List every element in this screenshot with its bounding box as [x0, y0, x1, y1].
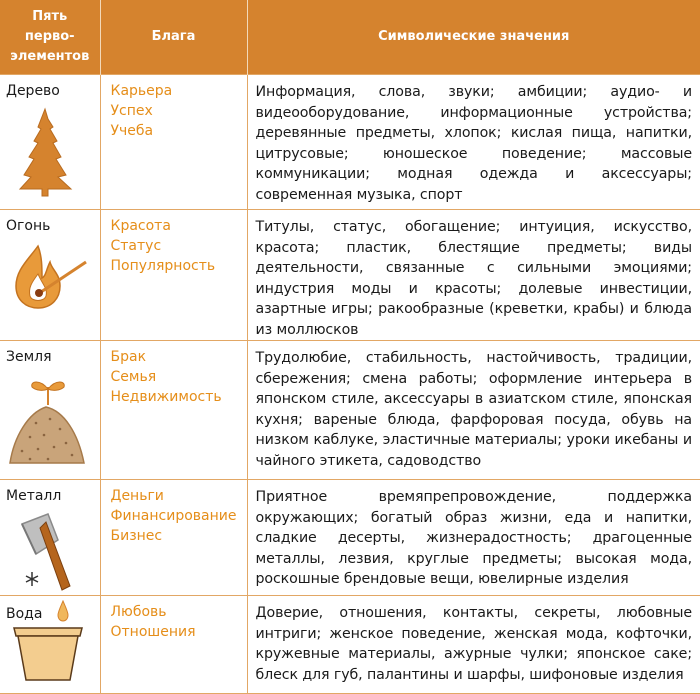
blessings-cell [100, 480, 247, 596]
flame-match-icon [8, 240, 92, 310]
blessing-item: Семья [111, 367, 247, 387]
blessing-item: Любовь [111, 602, 247, 622]
symbols-cell [247, 341, 700, 480]
symbols-cell [247, 210, 700, 341]
element-name: Земля [0, 341, 100, 367]
blessing-item: Бизнес [111, 526, 247, 546]
symbols-text: Титулы, статус, обогащение; интуиция, искусство, красота; пластик, блестящие предметы; виды деятельности, связанные с сильными эмоциями; индустрия моды и красоты; долевые инвестиции, азартные игры; ракообразные (креветки, крабы) и блюда из моллюсков [248, 210, 700, 340]
flower-pot-icon [12, 624, 84, 682]
blessings-cell [100, 341, 247, 480]
blessing-item: Брак [111, 347, 247, 367]
element-cell [0, 480, 100, 596]
blessing-item: Отношения [111, 622, 247, 642]
element-cell [0, 341, 100, 480]
earth-mound-sprout-icon [6, 371, 88, 467]
blessings-cell [100, 210, 247, 341]
table-row [0, 480, 700, 596]
symbols-text: Доверие, отношения, контакты, секреты, любовные интриги; женское поведение, женская мода, кофточки, кружевные материалы, ажурные чулки; японское саке; блеск для губ, палантины и шарфы, шифоновые изделия [248, 596, 700, 685]
table-row [0, 75, 700, 210]
header-elements [0, 0, 100, 75]
element-cell [0, 210, 100, 341]
element-cell [0, 596, 100, 694]
table-row [0, 596, 700, 694]
element-name: Вода [0, 598, 42, 624]
header-symbols: Символические значения [247, 0, 700, 75]
blessings-cell [100, 596, 247, 694]
table-row [0, 210, 700, 341]
water-drop-icon [56, 600, 70, 622]
blessing-item: Популярность [111, 256, 247, 276]
element-cell [0, 75, 100, 210]
header-blessings: Блага [100, 0, 247, 75]
symbols-cell [247, 75, 700, 210]
header-row [0, 0, 700, 75]
blessing-item: Статус [111, 236, 247, 256]
blessing-item: Недвижимость [111, 387, 247, 407]
blessings-cell [100, 75, 247, 210]
symbols-text: Трудолюбие, стабильность, настойчивость, традиции, сбережения; смена работы; оформление интерьера в японском стиле, аксессуары в азиатском стиле, японская кухня; вареные блюда, фарфоровая посуда, обувь на низком каблуке, эластичные материалы; уроки икебаны и чайного этикета, садоводство [248, 341, 700, 471]
blessing-item: Учеба [111, 121, 247, 141]
blessing-item: Финансирование [111, 506, 247, 526]
table-row [0, 341, 700, 480]
header-elements-line-2: перво- [0, 27, 100, 47]
symbols-text: Приятное времяпрепровождение, поддержка окружающих; богатый образ жизни, еда и напитки, сладкие десерты, жизнерадостность; драгоценные металлы, лезвия, круглые предметы; высокая мода, роскошные брендовые вещи, ювелирные изделия [248, 480, 700, 590]
symbols-text: Информация, слова, звуки; амбиции; аудио- и видеооборудование, информационные устройства; деревянные предметы, хлопок; кислая пища, напитки, цитрусовые; юношеское поведение; массовые коммуникации; модная одежда и аксессуары; современная музыка, спорт [248, 75, 700, 205]
blessing-item: Карьера [111, 81, 247, 101]
blessing-item: Успех [111, 101, 247, 121]
symbols-cell [247, 596, 700, 694]
blessing-item: Деньги [111, 486, 247, 506]
tree-icon [12, 105, 82, 197]
element-name: Дерево [0, 75, 100, 101]
blessing-item: Красота [111, 216, 247, 236]
element-name: Огонь [0, 210, 100, 236]
header-elements-line-1: Пять [0, 7, 100, 27]
axe-icon [8, 510, 84, 594]
element-name: Металл [0, 480, 100, 506]
header-elements-line-3: элементов [0, 47, 100, 67]
symbols-cell [247, 480, 700, 596]
